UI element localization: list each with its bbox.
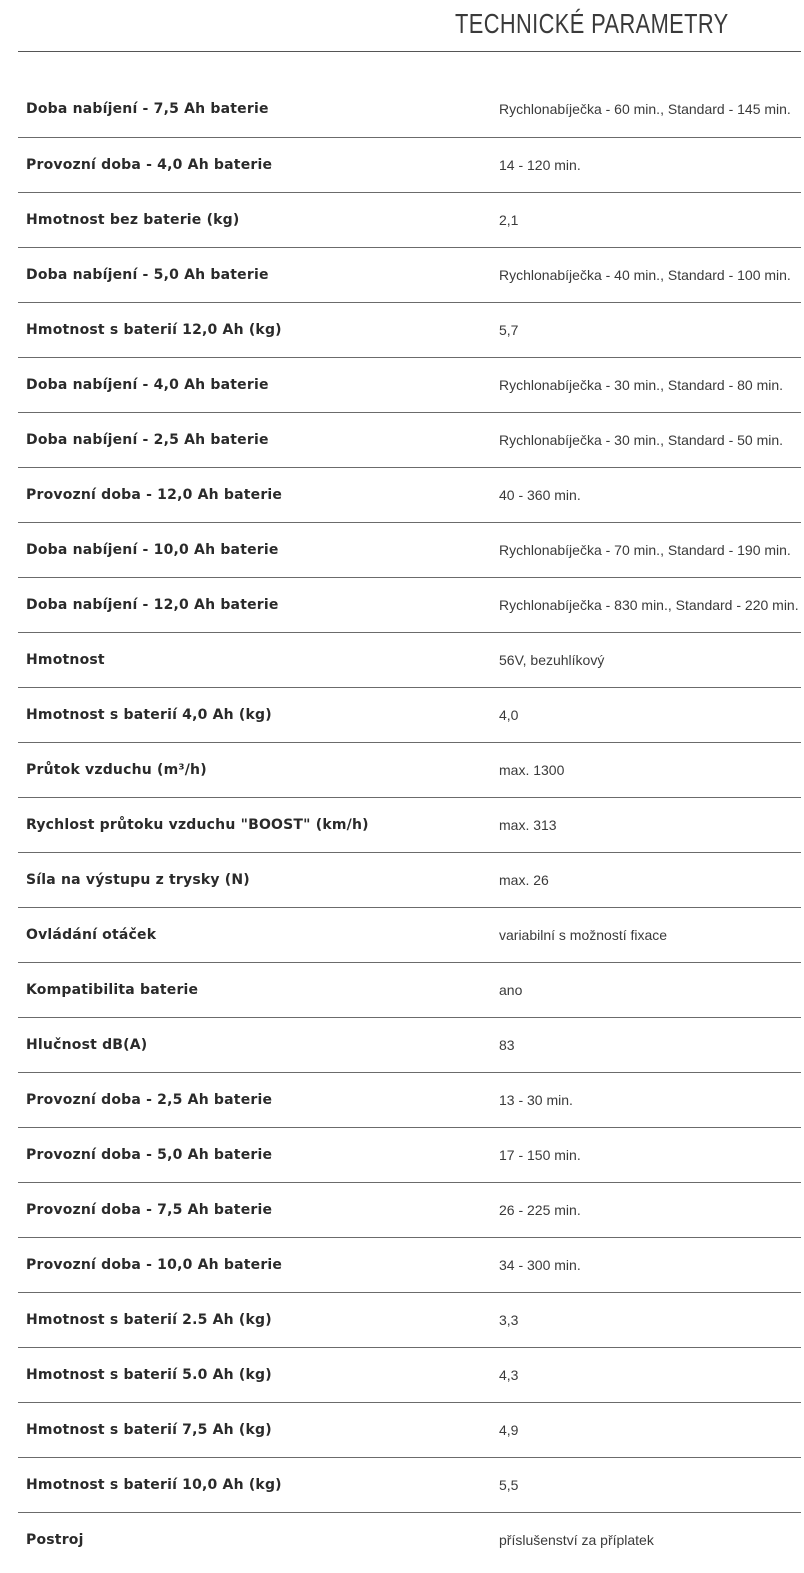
spec-name: Hmotnost s baterií 4,0 Ah (kg) — [26, 706, 272, 723]
spec-row — [18, 357, 801, 412]
spec-row — [18, 1457, 801, 1512]
spec-value: 3,3 — [499, 1311, 519, 1328]
spec-value: 40 - 360 min. — [499, 486, 581, 503]
spec-name: Provozní doba - 10,0 Ah baterie — [26, 1256, 283, 1273]
spec-row — [18, 412, 801, 467]
spec-value: Rychlonabíječka - 830 min., Standard - 220 min. — [499, 596, 799, 613]
spec-value: 26 - 225 min. — [499, 1201, 581, 1218]
spec-value: 5,5 — [499, 1476, 519, 1493]
spec-value: 17 - 150 min. — [499, 1146, 581, 1163]
spec-row — [18, 687, 801, 742]
spec-name: Síla na výstupu z trysky (N) — [26, 871, 250, 888]
spec-value: 83 — [499, 1036, 515, 1053]
spec-value: variabilní s možností fixace — [499, 926, 668, 943]
spec-value: ano — [499, 981, 523, 998]
spec-row — [18, 1237, 801, 1292]
spec-name: Průtok vzduchu (m³/h) — [26, 761, 207, 778]
spec-name: Provozní doba - 7,5 Ah baterie — [26, 1201, 273, 1218]
spec-row — [18, 1127, 801, 1182]
spec-name: Postroj — [26, 1531, 84, 1548]
spec-row — [18, 1402, 801, 1457]
spec-value: Rychlonabíječka - 70 min., Standard - 190 min. — [499, 541, 791, 558]
spec-value: max. 1300 — [499, 761, 565, 778]
spec-value: příslušenství za příplatek — [499, 1531, 654, 1548]
spec-row — [18, 1182, 801, 1237]
spec-value: 56V, bezuhlíkový — [499, 651, 605, 668]
spec-row — [18, 742, 801, 797]
spec-value: 13 - 30 min. — [499, 1091, 573, 1108]
title-divider — [18, 51, 801, 52]
spec-row — [18, 467, 801, 522]
spec-row — [18, 1512, 801, 1567]
spec-row — [18, 302, 801, 357]
spec-name: Provozní doba - 2,5 Ah baterie — [26, 1091, 273, 1108]
spec-row — [18, 577, 801, 632]
spec-row — [18, 1072, 801, 1127]
spec-row — [18, 632, 801, 687]
spec-row — [18, 247, 801, 302]
spec-row — [18, 522, 801, 577]
spec-value: max. 26 — [499, 871, 549, 888]
spec-row — [18, 1292, 801, 1347]
spec-name: Hmotnost s baterií 2.5 Ah (kg) — [26, 1311, 272, 1328]
spec-name: Doba nabíjení - 10,0 Ah baterie — [26, 541, 279, 558]
spec-value: 4,0 — [499, 706, 519, 723]
spec-name: Doba nabíjení - 2,5 Ah baterie — [26, 431, 269, 448]
spec-value: 5,7 — [499, 321, 519, 338]
spec-table — [18, 82, 801, 1567]
spec-name: Provozní doba - 5,0 Ah baterie — [26, 1146, 273, 1163]
spec-row — [18, 137, 801, 192]
spec-row — [18, 192, 801, 247]
spec-value: 34 - 300 min. — [499, 1256, 581, 1273]
spec-value: 2,1 — [499, 211, 519, 228]
spec-value: Rychlonabíječka - 30 min., Standard - 50 min. — [499, 431, 784, 448]
spec-row — [18, 962, 801, 1017]
spec-row — [18, 82, 801, 137]
spec-name: Provozní doba - 4,0 Ah baterie — [26, 156, 273, 173]
spec-name: Provozní doba - 12,0 Ah baterie — [26, 486, 283, 503]
spec-name: Hmotnost s baterií 10,0 Ah (kg) — [26, 1476, 282, 1493]
spec-name: Hmotnost s baterií 12,0 Ah (kg) — [26, 321, 282, 338]
spec-name: Hmotnost s baterií 5.0 Ah (kg) — [26, 1366, 272, 1383]
spec-row — [18, 907, 801, 962]
spec-value: 4,9 — [499, 1421, 519, 1438]
spec-table-body — [18, 82, 801, 1567]
spec-value: Rychlonabíječka - 30 min., Standard - 80 min. — [499, 376, 784, 393]
spec-name: Doba nabíjení - 5,0 Ah baterie — [26, 266, 269, 283]
section-title: TECHNICKÉ PARAMETRY — [455, 8, 729, 39]
spec-name: Doba nabíjení - 12,0 Ah baterie — [26, 596, 279, 613]
spec-row — [18, 1017, 801, 1072]
spec-name: Doba nabíjení - 7,5 Ah baterie — [26, 101, 269, 118]
spec-value: 4,3 — [499, 1366, 519, 1383]
spec-value: 14 - 120 min. — [499, 156, 581, 173]
spec-value: max. 313 — [499, 816, 557, 833]
spec-name: Ovládání otáček — [26, 926, 157, 943]
spec-name: Hmotnost bez baterie (kg) — [26, 211, 240, 228]
spec-row — [18, 797, 801, 852]
spec-name: Kompatibilita baterie — [26, 981, 199, 998]
spec-value: Rychlonabíječka - 60 min., Standard - 145 min. — [499, 101, 791, 118]
spec-name: Rychlost průtoku vzduchu "BOOST" (km/h) — [26, 816, 369, 833]
spec-name: Doba nabíjení - 4,0 Ah baterie — [26, 376, 269, 393]
spec-value: Rychlonabíječka - 40 min., Standard - 100 min. — [499, 266, 791, 283]
spec-row — [18, 1347, 801, 1402]
spec-row — [18, 852, 801, 907]
spec-name: Hlučnost dB(A) — [26, 1036, 148, 1053]
spec-name: Hmotnost — [26, 651, 105, 668]
spec-name: Hmotnost s baterií 7,5 Ah (kg) — [26, 1421, 272, 1438]
